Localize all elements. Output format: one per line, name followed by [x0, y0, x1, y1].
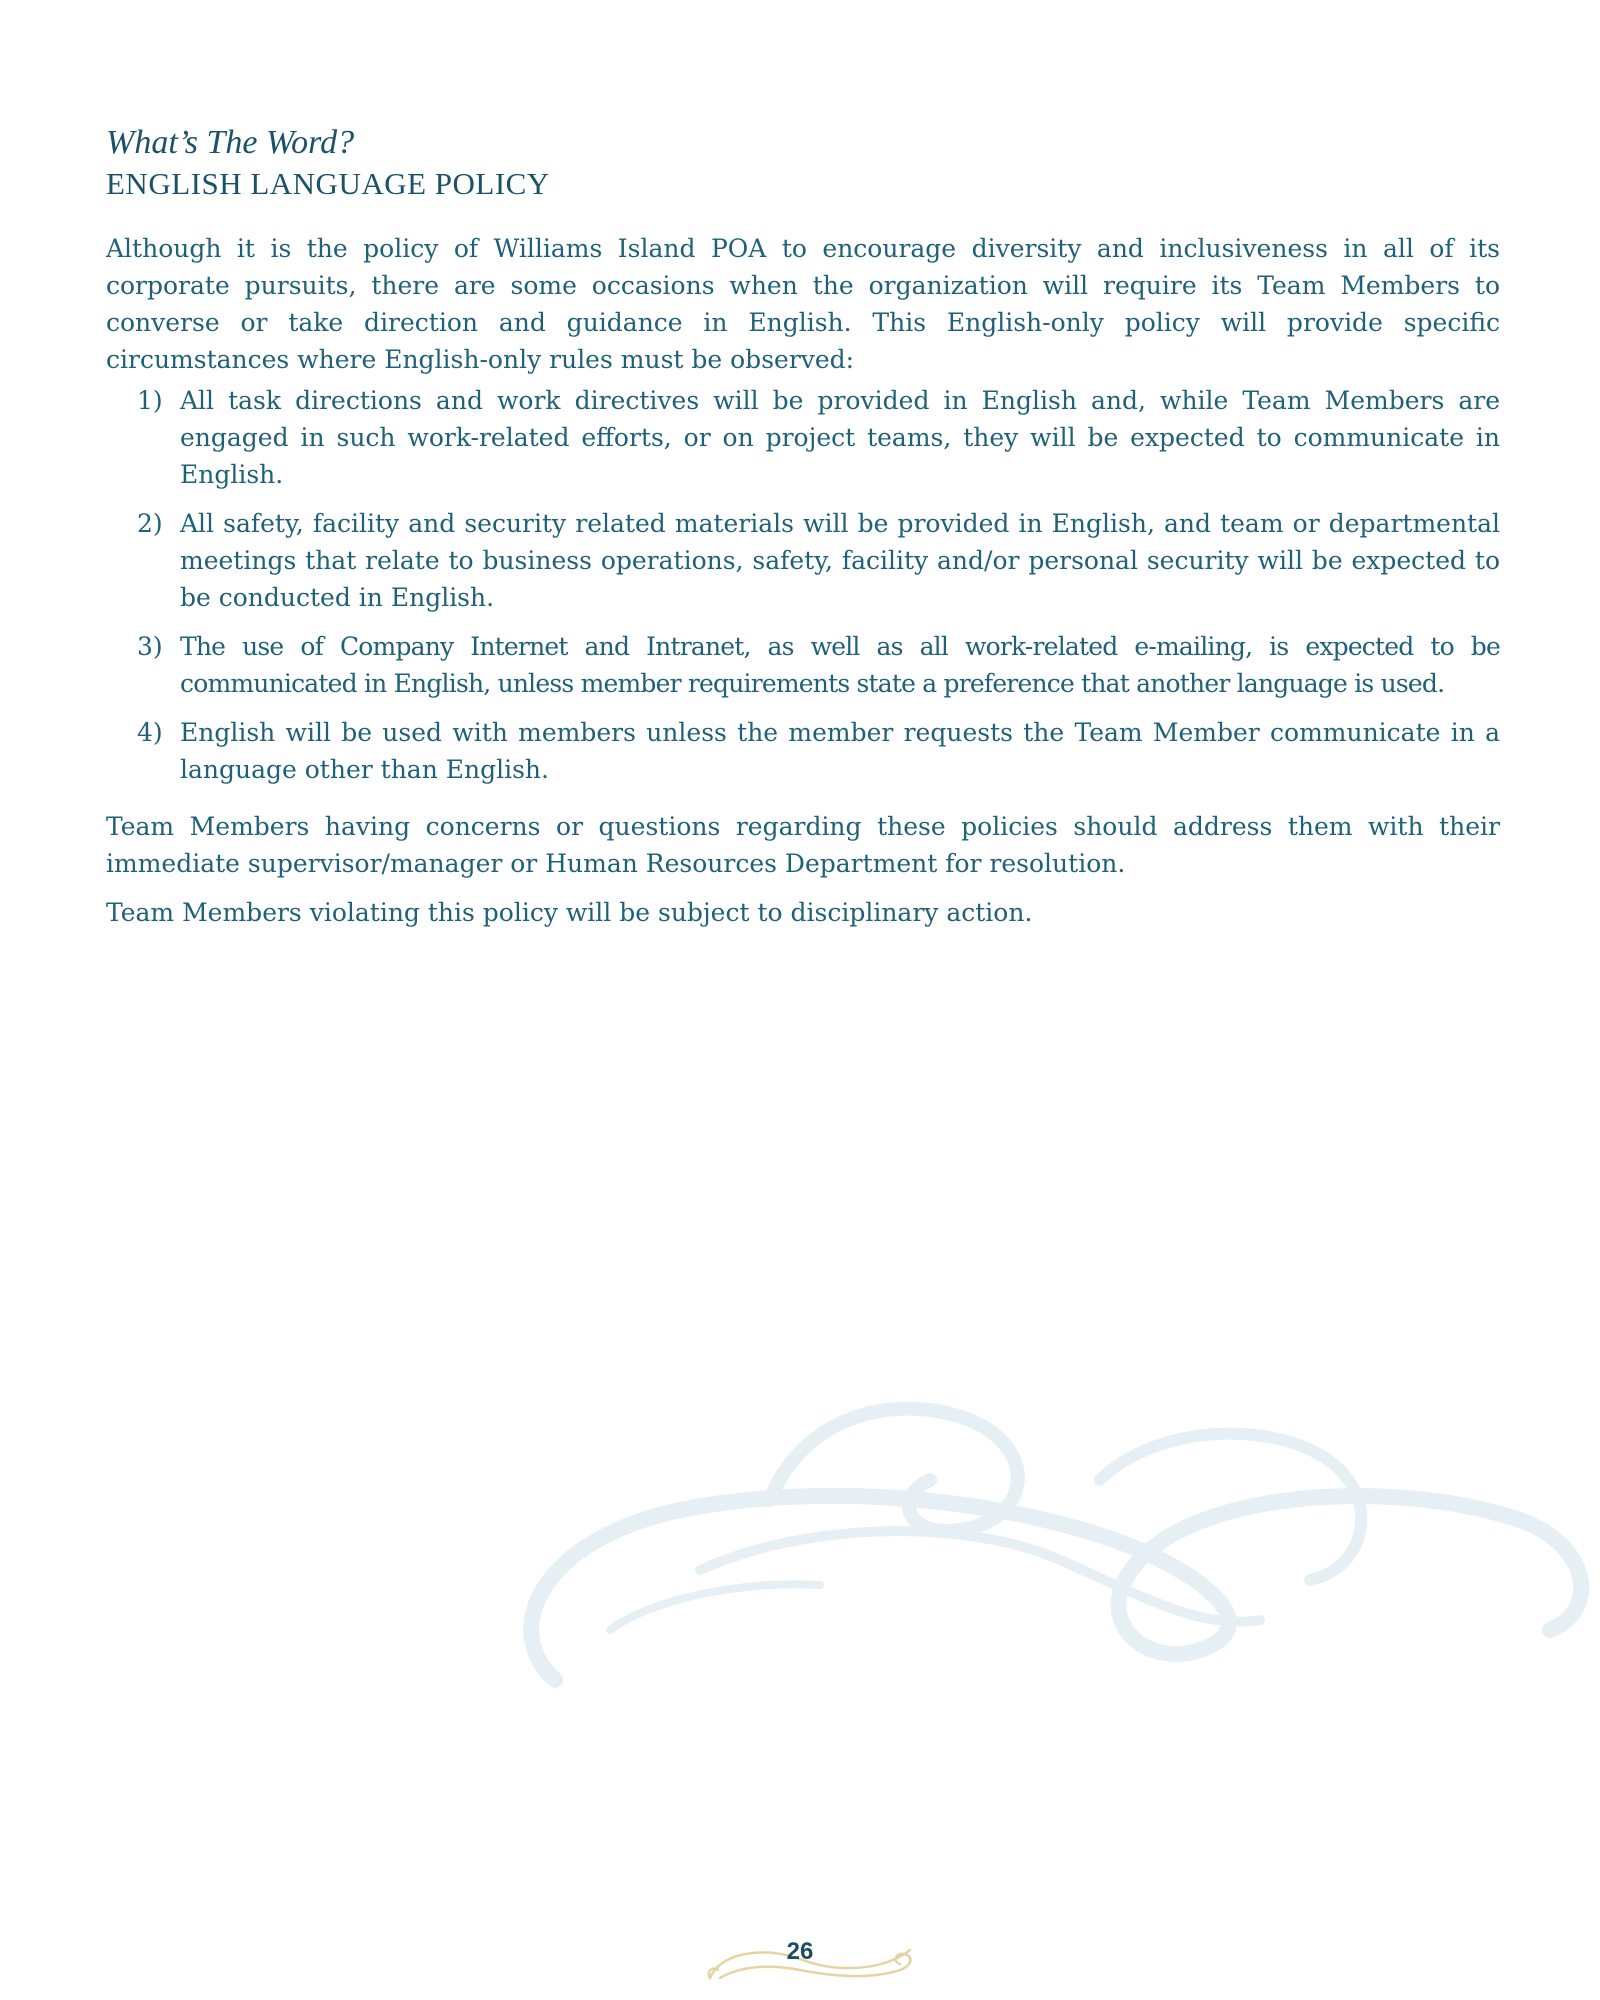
discipline-paragraph: Team Members violating this policy will be subject to disciplinary action. — [106, 898, 1033, 927]
list-item-text: All task directions and work directives will be provided in English and, while Team Members are engaged in such work-related efforts, or on project teams, they will be expected to communicate in English. — [180, 386, 1500, 489]
list-item — [106, 628, 1500, 702]
concerns-paragraph: Team Members having concerns or questions regarding these policies should address them with their immediate supervisor/manager or Human Resources Department for resolution. — [106, 812, 1500, 878]
list-item-number: 2) — [137, 509, 163, 538]
list-item-number: 3) — [137, 632, 163, 661]
section-kicker: What’s The Word? — [106, 124, 355, 161]
list-item-number: 1) — [137, 386, 163, 415]
policy-list — [106, 382, 1500, 788]
list-item — [106, 382, 1500, 493]
policy-content — [106, 122, 1500, 931]
intro-paragraph: Although it is the policy of Williams Island POA to encourage diversity and inclusiveness in all of its corporate pursuits, there are some occasions when the organization will require its Team Members to converse or take direction and guidance in English. This English-only policy will provide specific circumstances where English-only rules must be observed: — [106, 234, 1500, 374]
list-item-text: All safety, facility and security related materials will be provided in English, and team or departmental meetings that relate to business operations, safety, facility and/or personal security will be expected to be conducted in English. — [180, 509, 1500, 612]
page-title: ENGLISH LANGUAGE POLICY — [106, 166, 550, 201]
list-item-number: 4) — [137, 718, 163, 747]
list-item-text: English will be used with members unless the member requests the Team Member communicate in a language other than English. — [180, 718, 1500, 784]
page-number: 26 — [786, 1938, 814, 1965]
list-item — [106, 714, 1500, 788]
list-item-text: The use of Company Internet and Intranet, as well as all work-related e-mailing, is expected to be communicated in English, unless member requirements state a preference that another language is used. — [180, 632, 1500, 698]
decorative-swirl-icon — [500, 1380, 1600, 1700]
list-item — [106, 505, 1500, 616]
